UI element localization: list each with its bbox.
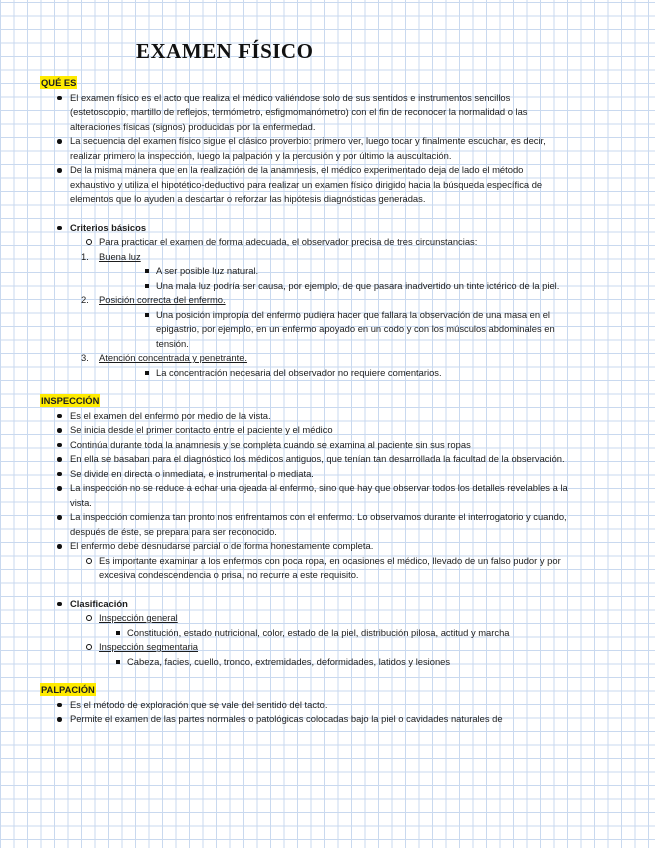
section-que-es (40, 76, 570, 380)
list-item: Es el método de exploración que se vale del sentido del tacto. (40, 698, 570, 713)
list-item: En ella se basaban para el diagnóstico los médicos antiguos, que tenían tan desarrollada la facultad de la observación. (40, 452, 570, 467)
list-item: Permite el examen de las partes normales o patológicas colocadas bajo la piel o cavidades naturales de (40, 712, 570, 727)
page-title: EXAMEN FÍSICO (136, 39, 314, 63)
clasificacion-points (70, 626, 570, 641)
criterios-list (40, 221, 570, 381)
criterio-points (99, 264, 570, 293)
criterio-label: Posición correcta del enfermo. (99, 294, 226, 305)
section-inspeccion (40, 394, 570, 669)
list-item: Una posición impropia del enfermo pudiera hacer que fallara la observación de una masa en el epigastrio, por ejemplo, en un enfermo apoyado en un codo y con los músculos abdominales en tensión. (99, 308, 570, 352)
criterio-3 (70, 351, 570, 380)
criterios-intro: Para practicar el examen de forma adecuada, el observador precisa de tres circunstancias: (70, 235, 570, 250)
criterio-label: Buena luz (99, 250, 141, 262)
clasificacion-type-label: Inspección general (99, 612, 178, 623)
list-item: Una mala luz podría ser causa, por ejemplo, de que pasara inadvertido un tinte ictérico de la piel. (99, 279, 570, 294)
clasificacion-general (70, 611, 570, 640)
clasificacion-segmentaria (70, 640, 570, 669)
section-heading-palpacion: PALPACIÓN (41, 684, 95, 695)
clasificacion-points (70, 655, 570, 670)
sub-note-list (70, 554, 570, 583)
clasificacion-item (40, 597, 570, 670)
list-item: Constitución, estado nutricional, color, estado de la piel, distribución pilosa, actitud y marcha (70, 626, 570, 641)
list-item: Continúa durante toda la anamnesis y se completa cuando se examina al paciente sin sus ropas (40, 438, 570, 453)
list-item: El examen físico es el acto que realiza el médico valiéndose solo de sus sentidos e instrumentos sencillos (estetoscopio, martillo de reflejos, termómetro, esfigmomanómetro) con el fin de reconocer la normalidad o las alteraciones físicas (signos) producidas por la enfermedad. (40, 91, 570, 135)
criterio-2 (70, 293, 570, 351)
criterio-points (99, 308, 570, 352)
clasificacion-type-label: Inspección segmentaria (99, 641, 199, 652)
document-body (40, 76, 570, 727)
criterio-1 (70, 250, 570, 294)
list-item: La concentración necesaria del observador no requiere comentarios. (99, 366, 570, 381)
section-palpacion (40, 683, 570, 727)
criterios-numbered-list (70, 250, 570, 381)
criterio-points (99, 366, 570, 381)
list-item: Cabeza, facies, cuello, tronco, extremidades, deformidades, latidos y lesiones (70, 655, 570, 670)
criterio-number: 3. (81, 352, 89, 363)
criterio-number: 1. (81, 250, 89, 262)
criterio-number: 2. (81, 294, 89, 305)
list-item: Se divide en directa o inmediata, e instrumental o mediata. (40, 467, 570, 482)
clasificacion-label: Clasificación (70, 597, 128, 609)
criterios-label: Criterios básicos (70, 221, 147, 233)
palpacion-list (40, 698, 570, 727)
sub-note: Es importante examinar a los enfermos con poca ropa, en ocasiones el médico, llevado de un falso pudor y por excesiva condescendencia o prisa, no recurre a este requisito. (70, 554, 570, 583)
criterios-item (40, 221, 570, 381)
list-item: La secuencia del examen físico sigue el clásico proverbio: primero ver, luego tocar y finalmente escuchar, es decir, realizar primero la inspección, luego la palpación y la percusión y por último la auscultación. (40, 134, 570, 163)
list-item: A ser posible luz natural. (99, 264, 570, 279)
list-item: Es el examen del enfermo por medio de la vista. (40, 409, 570, 424)
section-heading-que-es: QUÉ ES (41, 77, 77, 88)
list-item-with-note (40, 539, 570, 583)
list-item: La inspección no se reduce a echar una ojeada al enfermo, sino que hay que observar todos los detalles revelables a la vista. (40, 481, 570, 510)
clasificacion-list (40, 597, 570, 670)
list-item: De la misma manera que en la realización de la anamnesis, el médico experimentado deja de lado el método exhaustivo y utiliza el hipotético-deductivo para realizar un examen físico dirigido hacia la búsqueda específica de elementos que lo ayuden a descartar o reforzar las hipótesis diagnósticas generadas. (40, 163, 570, 207)
list-item: Se inicia desde el primer contacto entre el paciente y el médico (40, 423, 570, 438)
criterio-label: Atención concentrada y penetrante. (99, 352, 248, 363)
section-heading-inspeccion: INSPECCIÓN (41, 395, 100, 406)
inspeccion-list (40, 409, 570, 583)
list-item-text: El enfermo debe desnudarse parcial o de forma honestamente completa. (70, 540, 374, 551)
criterios-intro-list (70, 235, 570, 250)
list-item: La inspección comienza tan pronto nos enfrentamos con el enfermo. Lo observamos durante el interrogatorio y cuando, después de éste, se prepara para ser reconocido. (40, 510, 570, 539)
que-es-list (40, 91, 570, 207)
clasificacion-sublist (70, 611, 570, 669)
